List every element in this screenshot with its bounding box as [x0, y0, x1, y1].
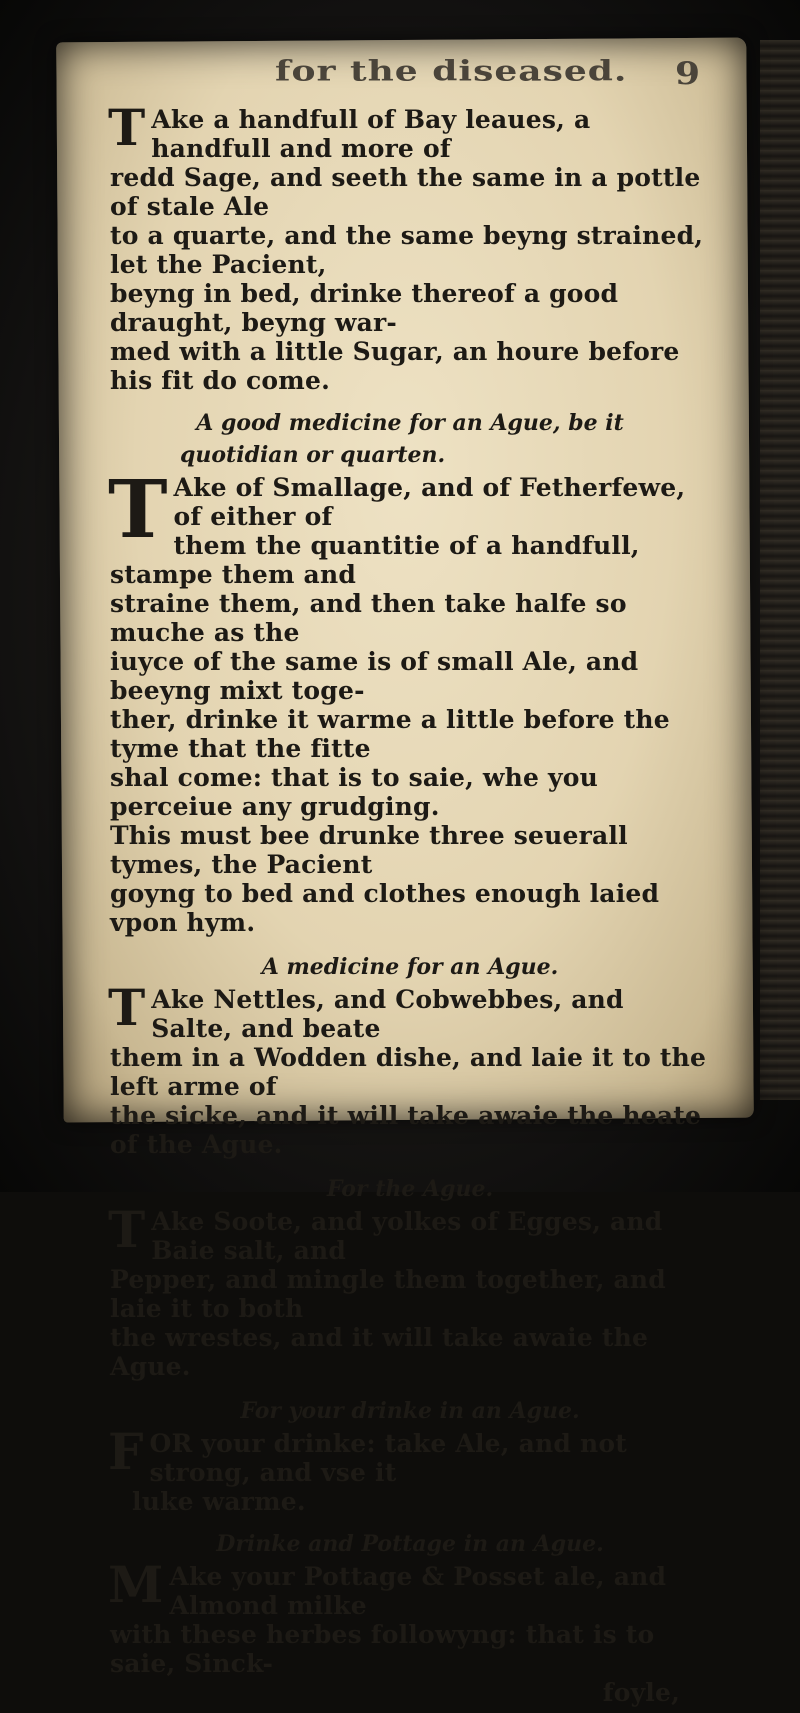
text-line: Pepper, and mingle them together, and laie it to both: [110, 1265, 666, 1323]
text-line: This must bee drunke three seuerall tymes, the Pacient: [110, 821, 628, 879]
text-line: them in a Wodden dishe, and laie it to the left arme of: [110, 1043, 707, 1101]
text-line: Ake your Pottage & Posset ale, and Almond milke: [169, 1562, 667, 1620]
paragraph-nettles: [108, 978, 710, 1159]
running-head: for the diseased.: [275, 55, 628, 88]
drop-cap: T: [108, 462, 168, 556]
page-text: [110, 55, 710, 1713]
text-line: goyng to bed and clothes enough laied vpon hym.: [110, 879, 660, 937]
drop-cap: M: [108, 1555, 164, 1614]
section-heading: For the Ague.: [326, 1176, 494, 1202]
adjacent-page-edge: [760, 40, 800, 1100]
drop-cap: F: [108, 1422, 144, 1481]
paragraph-pottage: [108, 1555, 710, 1707]
catchword: foyle,: [602, 1678, 680, 1707]
paragraph-soote: [108, 1200, 710, 1381]
section-heading: For your drinke in an Ague.: [240, 1398, 580, 1424]
text-line: Ake Soote, and yolkes of Egges, and Baie salt, and: [151, 1207, 663, 1265]
section-heading: Drinke and Pottage in an Ague.: [216, 1531, 604, 1557]
text-line: to a quarte, and the same beyng strained, let the Pacient,: [110, 221, 704, 279]
text-line: shal come: that is to saie, whe you perceiue any grudging.: [110, 763, 598, 821]
text-line: the sicke, and it will take awaie the heate of the Ague.: [110, 1101, 702, 1159]
text-line: beyng in bed, drinke thereof a good draught, beyng war-: [110, 279, 619, 337]
text-line: Ake Nettles, and Cobwebbes, and Salte, and beate: [151, 985, 624, 1043]
drop-cap: T: [108, 1200, 146, 1259]
paragraph-bay-leaves: [108, 98, 710, 395]
section-heading-continued: quotidian or quarten.: [180, 442, 446, 468]
drop-cap: T: [108, 978, 146, 1037]
page-header: [110, 55, 710, 105]
text-line: ther, drinke it warme a little before the tyme that the fitte: [110, 705, 670, 763]
section-heading: A medicine for an Ague.: [261, 954, 559, 980]
page-number: 9: [674, 56, 700, 92]
text-line: iuyce of the same is of small Ale, and beeyng mixt toge-: [110, 647, 639, 705]
drop-cap: T: [108, 98, 146, 157]
text-line: luke warme.: [132, 1487, 306, 1516]
paragraph-smallage: [108, 462, 710, 937]
text-line: redd Sage, and seeth the same in a pottle of stale Ale: [110, 163, 701, 221]
section-heading: A good medicine for an Ague, be it: [196, 410, 624, 436]
text-line: Ake a handfull of Bay leaues, a handfull and more of: [151, 105, 591, 163]
text-line: the wrestes, and it will take awaie the Ague.: [110, 1323, 649, 1381]
text-line: med with a little Sugar, an houre before his fit do come.: [110, 337, 680, 395]
text-line: Ake of Smallage, and of Fetherfewe, of either of: [173, 473, 686, 531]
text-line: straine them, and then take halfe so muche as the: [110, 589, 627, 647]
text-line: OR your drinke: take Ale, and not strong, and vse it: [149, 1429, 627, 1487]
text-line: with these herbes followyng: that is to saie, Sinck-: [110, 1620, 655, 1678]
text-line: them the quantitie of a handfull, stampe them and: [110, 531, 640, 589]
paragraph-drinke: [108, 1422, 710, 1516]
